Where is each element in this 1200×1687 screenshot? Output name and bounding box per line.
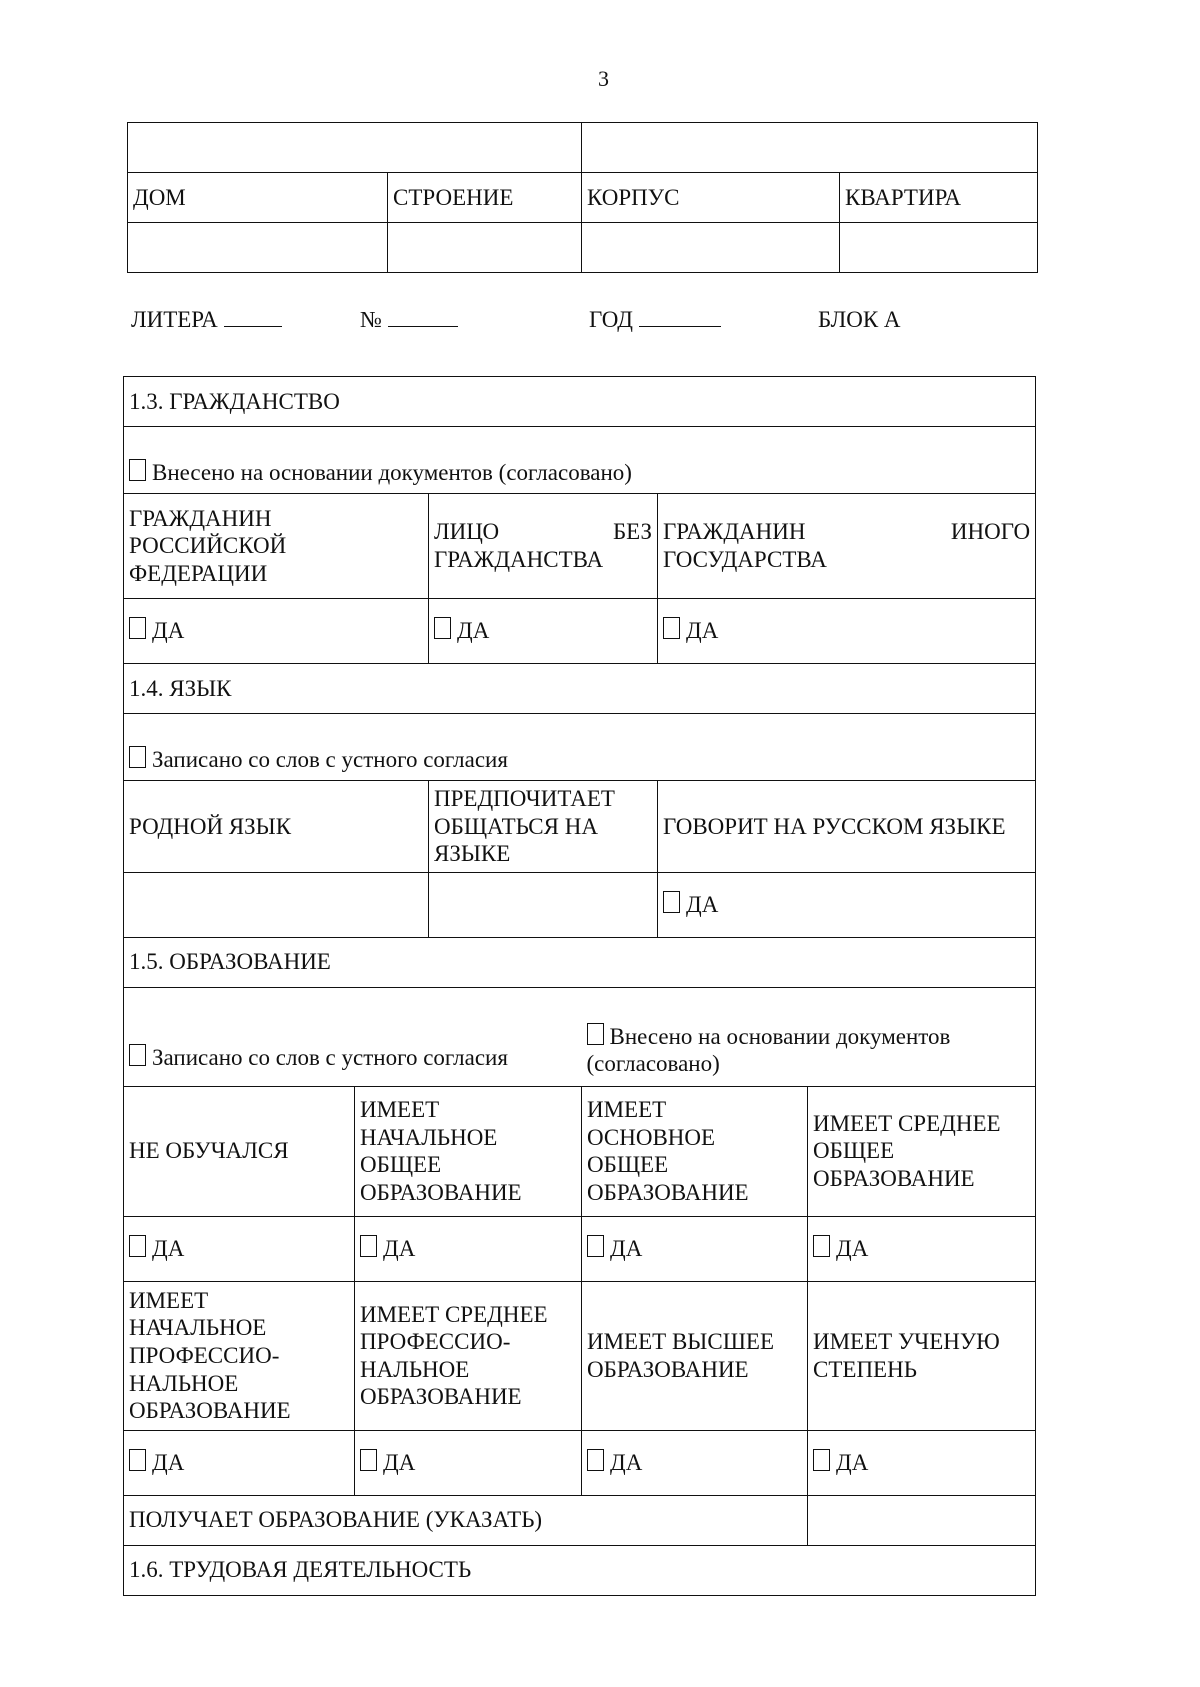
apartment-label: КВАРТИРА	[840, 173, 1038, 223]
litera-field[interactable]	[224, 306, 282, 327]
block-field[interactable]	[582, 223, 840, 273]
language-basis-checkbox[interactable]	[129, 746, 146, 768]
year-item	[589, 306, 721, 334]
address-table	[127, 122, 1038, 273]
litera-label: ЛИТЕРА	[131, 307, 218, 332]
edu-secondary-general-checkbox[interactable]	[813, 1235, 830, 1257]
edu-none-check-cell	[124, 1216, 355, 1281]
house-label: ДОМ	[128, 173, 388, 223]
edu-degree-checkbox[interactable]	[813, 1449, 830, 1471]
edu-secondary-general-label: ИМЕЕТ СРЕДНЕЕ ОБЩЕЕ ОБРАЗОВАНИЕ	[808, 1086, 1036, 1216]
edu-primary-vocational-checkbox[interactable]	[129, 1449, 146, 1471]
foreign-citizen-label-b: ИНОГО	[950, 519, 1031, 545]
edu-secondary-vocational-check-label: ДА	[383, 1449, 416, 1475]
citizen-rf-label: ГРАЖДАНИН РОССИЙСКОЙ ФЕДЕРАЦИИ	[124, 494, 429, 599]
edu-secondary-general-check-label: ДА	[836, 1235, 869, 1261]
edu-primary-general-check-cell	[355, 1216, 582, 1281]
labor-title: 1.6. ТРУДОВАЯ ДЕЯТЕЛЬНОСТЬ	[124, 1545, 1036, 1595]
citizenship-basis-checkbox[interactable]	[129, 459, 146, 481]
stateless-label-a: ЛИЦО	[434, 519, 500, 545]
education-title: 1.5. ОБРАЗОВАНИЕ	[124, 937, 1036, 987]
education-oral-label: Записано со слов с устного согласия	[152, 1045, 508, 1071]
edu-degree-label: ИМЕЕТ УЧЕНУЮ СТЕПЕНЬ	[808, 1281, 1036, 1430]
edu-primary-general-checkbox[interactable]	[360, 1235, 377, 1257]
litera-line	[0, 306, 1200, 338]
edu-none-check-label: ДА	[152, 1235, 185, 1261]
number-label: №	[360, 307, 382, 332]
citizenship-title: 1.3. ГРАЖДАНСТВО	[124, 377, 1036, 427]
edu-secondary-general-check-cell	[808, 1216, 1036, 1281]
building-label: СТРОЕНИЕ	[388, 173, 582, 223]
citizen-rf-check-label: ДА	[152, 618, 185, 644]
edu-higher-label: ИМЕЕТ ВЫСШЕЕ ОБРАЗОВАНИЕ	[582, 1281, 808, 1430]
receiving-education-field[interactable]	[808, 1495, 1036, 1545]
block-label: КОРПУС	[582, 173, 840, 223]
citizenship-basis-row	[124, 427, 1036, 494]
language-basis-label: Записано со слов с устного согласия	[152, 747, 508, 773]
education-docs-basis-cell	[582, 987, 1036, 1086]
citizen-rf-checkbox[interactable]	[129, 617, 146, 639]
litera-item	[131, 306, 282, 334]
preferred-language-field[interactable]	[429, 872, 658, 937]
foreign-citizen-label-a: ГРАЖДАНИН	[663, 519, 806, 545]
edu-primary-general-check-label: ДА	[383, 1235, 416, 1261]
citizen-rf-check-cell	[124, 599, 429, 664]
language-title: 1.4. ЯЗЫК	[124, 664, 1036, 714]
edu-none-label: НЕ ОБУЧАЛСЯ	[124, 1086, 355, 1216]
education-docs-checkbox[interactable]	[587, 1023, 604, 1045]
house-field[interactable]	[128, 223, 388, 273]
foreign-citizen-label-c: ГОСУДАРСТВА	[663, 547, 827, 572]
speaks-russian-check-cell	[658, 872, 1036, 937]
number-item	[360, 306, 458, 334]
foreign-citizen-checkbox[interactable]	[663, 617, 680, 639]
year-field[interactable]	[639, 306, 721, 327]
edu-secondary-vocational-checkbox[interactable]	[360, 1449, 377, 1471]
edu-primary-vocational-label: ИМЕЕТ НАЧАЛЬНОЕ ПРОФЕССИО- НАЛЬНОЕ ОБРАЗОВАНИЕ	[124, 1281, 355, 1430]
speaks-russian-check-label: ДА	[686, 891, 719, 917]
page-number: 3	[598, 66, 609, 91]
stateless-label-line	[434, 518, 652, 546]
preferred-language-label: ПРЕДПОЧИТАЕТ ОБЩАТЬСЯ НА ЯЗЫКЕ	[429, 781, 658, 873]
language-basis-row	[124, 714, 1036, 781]
stateless-checkbox[interactable]	[434, 617, 451, 639]
year-label: ГОД	[589, 307, 633, 332]
personal-data-table	[123, 376, 1036, 1596]
edu-none-checkbox[interactable]	[129, 1235, 146, 1257]
stateless-label-b: БЕЗ	[612, 519, 652, 545]
building-field[interactable]	[388, 223, 582, 273]
edu-degree-check-cell	[808, 1430, 1036, 1495]
speaks-russian-label: ГОВОРИТ НА РУССКОМ ЯЗЫКЕ	[658, 781, 1036, 873]
edu-basic-general-check-label: ДА	[610, 1235, 643, 1261]
edu-secondary-vocational-check-cell	[355, 1430, 582, 1495]
education-docs-label: Внесено на основании документов (согласовано)	[586, 1023, 951, 1077]
education-oral-basis-cell	[124, 987, 582, 1086]
citizenship-basis-label: Внесено на основании документов (согласовано)	[152, 460, 632, 486]
edu-basic-general-check-cell	[582, 1216, 808, 1281]
edu-higher-checkbox[interactable]	[587, 1449, 604, 1471]
native-language-label: РОДНОЙ ЯЗЫК	[124, 781, 429, 873]
address-blank-cell-2[interactable]	[582, 123, 1038, 173]
stateless-label-cell	[429, 494, 658, 599]
foreign-citizen-check-label: ДА	[686, 618, 719, 644]
address-blank-cell-1[interactable]	[128, 123, 582, 173]
edu-primary-general-label: ИМЕЕТ НАЧАЛЬНОЕ ОБЩЕЕ ОБРАЗОВАНИЕ	[355, 1086, 582, 1216]
foreign-citizen-check-cell	[658, 599, 1036, 664]
edu-primary-vocational-check-cell	[124, 1430, 355, 1495]
number-field[interactable]	[388, 306, 458, 327]
stateless-check-label: ДА	[457, 618, 490, 644]
foreign-citizen-label-cell	[658, 494, 1036, 599]
receiving-education-label: ПОЛУЧАЕТ ОБРАЗОВАНИЕ (УКАЗАТЬ)	[124, 1495, 808, 1545]
native-language-field[interactable]	[124, 872, 429, 937]
edu-basic-general-label: ИМЕЕТ ОСНОВНОЕ ОБЩЕЕ ОБРАЗОВАНИЕ	[582, 1086, 808, 1216]
education-oral-checkbox[interactable]	[129, 1044, 146, 1066]
block-a-label: БЛОК А	[818, 307, 901, 332]
apartment-field[interactable]	[840, 223, 1038, 273]
edu-secondary-vocational-label: ИМЕЕТ СРЕДНЕЕ ПРОФЕССИО- НАЛЬНОЕ ОБРАЗОВАНИЕ	[355, 1281, 582, 1430]
foreign-citizen-label-line	[663, 518, 1030, 546]
stateless-label-c: ГРАЖДАНСТВА	[434, 547, 604, 572]
edu-degree-check-label: ДА	[836, 1449, 869, 1475]
stateless-check-cell	[429, 599, 658, 664]
edu-primary-vocational-check-label: ДА	[152, 1449, 185, 1475]
speaks-russian-checkbox[interactable]	[663, 891, 680, 913]
edu-higher-check-cell	[582, 1430, 808, 1495]
edu-basic-general-checkbox[interactable]	[587, 1235, 604, 1257]
edu-higher-check-label: ДА	[610, 1449, 643, 1475]
